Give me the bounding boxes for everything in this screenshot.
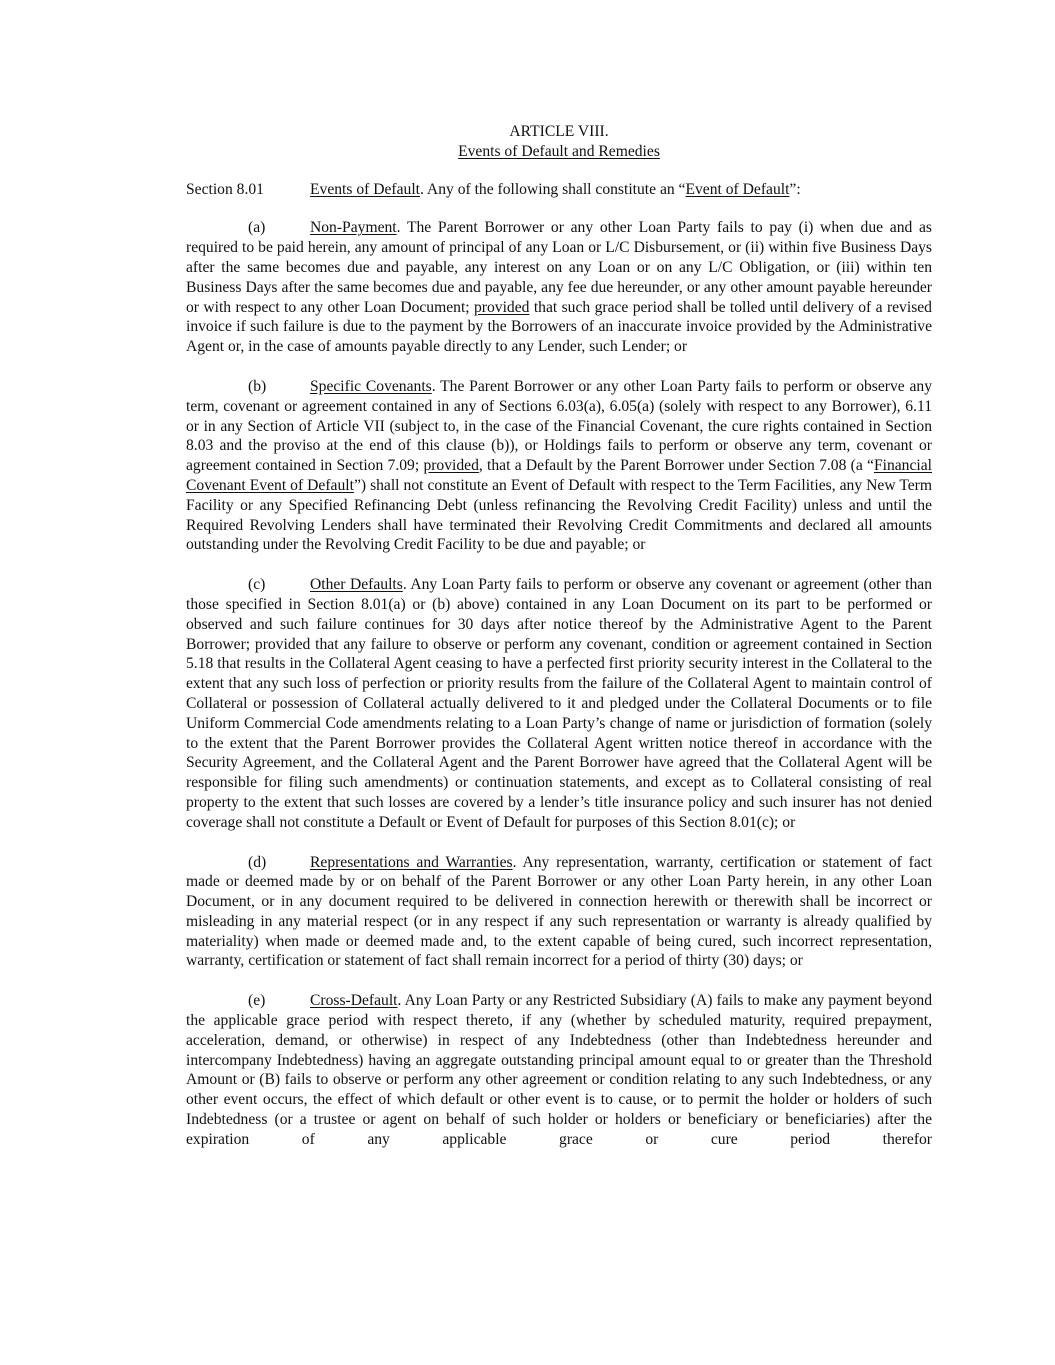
clause-label: (e) — [248, 992, 266, 1010]
document-page — [186, 122, 932, 1150]
clause-label: (a) — [248, 219, 266, 237]
clause-d — [186, 853, 932, 972]
clause-text: ”) shall not constitute an Event of Default with respect to the Term Facilities, any New Term Facility or any Specified Refinancing Debt (unless refinancing the Revolving Credit Facility) unless and until the Required Revolving Lenders shall have terminated their Revolving Credit Commitments and declared all amounts outstanding under the Revolving Credit Facility to be due and payable; or — [186, 476, 932, 554]
clause-e — [186, 991, 932, 1149]
clause-b — [186, 377, 932, 555]
clause-title: Cross-Default — [310, 992, 398, 1010]
clause-defined-term: provided — [474, 298, 530, 316]
clause-a — [186, 218, 932, 357]
article-title — [186, 142, 932, 162]
clause-title: Non-Payment — [310, 219, 397, 237]
clause-text: that such grace period shall be tolled until delivery of a revised invoice if such failure is due to the payment by the Borrowers of an inaccurate invoice provided by the Administrative Agent or, in the case of amounts payable directly to any Lender, such Lender; or — [186, 298, 932, 356]
clause-label: (d) — [248, 853, 267, 871]
section-intro: . Any of the following shall constitute an “ — [420, 180, 686, 198]
section-number: Section 8.01 — [186, 180, 264, 198]
clause-defined-term: Financial Covenant Event of Default — [186, 457, 932, 494]
section-heading — [186, 180, 932, 200]
clause-text: . Any Loan Party or any Restricted Subsidiary (A) fails to make any payment beyond the applicable grace period with respect thereto, if any (whether by scheduled maturity, required prepayment, acceleration, demand, or otherwise) in respect of any Indebtedness (other than Indebtedness hereunder and intercompany Indebtedness) having an aggregate outstanding principal amount equal to or greater than the Threshold Amount or (B) fails to observe or perform any other agreement or condition relating to any such Indebtedness, or any other event occurs, the effect of which default or other event is to cause, or to permit the holder or holders of such Indebtedness (or a trustee or agent on behalf of such holder or holders or beneficiary or beneficiaries) after the expiration of any applicable grace or cure period therefor — [186, 992, 932, 1148]
clause-text: , that a Default by the Parent Borrower under Section 7.08 (a “ — [478, 457, 874, 475]
section-intro-end: ”: — [789, 180, 801, 198]
clause-text: . The Parent Borrower or any other Loan Party fails to pay (i) when due and as required to be paid herein, any amount of principal of any Loan or L/C Disbursement, or (ii) within five Business Days after the same becomes due and payable, any interest on any Loan or on any L/C Obligation, or (iii) within ten Business Days after the same becomes due and payable, any fee due hereunder, or any other amount payable hereunder or with respect to any other Loan Document; — [186, 219, 932, 316]
defined-term: Event of Default — [685, 180, 790, 198]
clause-c — [186, 575, 932, 832]
clause-defined-term: provided — [423, 457, 479, 475]
article-number: ARTICLE VIII. — [509, 123, 609, 140]
clause-text: . The Parent Borrower or any other Loan Party fails to perform or observe any term, covenant or agreement contained in any of Sections 6.03(a), 6.05(a) (solely with respect to any Borrower), 6.11 or in any Section of Article VII (subject to, in the case of the Financial Covenant, the cure rights contained in Section 8.03 and the proviso at the end of this clause (b)), or Holdings fails to perform or observe any term, covenant or agreement contained in Section 7.09; — [186, 377, 932, 475]
clause-text: . Any representation, warranty, certification or statement of fact made or deemed made by or on behalf of the Parent Borrower or any other Loan Party herein, in any other Loan Document, or in any document required to be delivered in connection herewith or therewith shall be incorrect or misleading in any material respect (or in any respect if any such representation or warranty is already qualified by materiality) when made or deemed made and, to the extent capable of being cured, such incorrect representation, warranty, certification or statement of fact shall remain incorrect for a period of thirty (30) days; or — [186, 853, 932, 970]
clause-label: (b) — [248, 377, 267, 395]
clause-title: Other Defaults — [310, 576, 403, 594]
article-title-text: Events of Default and Remedies — [458, 142, 660, 160]
clause-title: Specific Covenants — [310, 377, 432, 395]
clause-label: (c) — [248, 576, 266, 594]
section-title: Events of Default — [310, 180, 420, 198]
clause-text: . Any Loan Party fails to perform or observe any covenant or agreement (other than those specified in Section 8.01(a) or (b) above) contained in any Loan Document on its part to be performed or observed and such failure continues for 30 days after notice thereof by the Administrative Agent to the Parent Borrower; provided that any failure to observe or perform any covenant, condition or agreement contained in Section 5.18 that results in the Collateral Agent ceasing to have a perfected first priority security interest in the Collateral to the extent that any such loss of perfection or priority results from the failure of the Collateral Agent to maintain control of Collateral or possession of Collateral actually delivered to it and pledged under the Collateral Documents or to file Uniform Commercial Code amendments relating to a Loan Party’s change of name or jurisdiction of formation (solely to the extent that the Parent Borrower provides the Collateral Agent written notice thereof in accordance with the Security Agreement, and the Collateral Agent and the Parent Borrower have agreed that the Collateral Agent will be responsible for filing such amendments) or continuation statements, and except as to Collateral consisting of real property to the extent that such losses are covered by a lender’s title insurance policy and such insurer has not denied coverage shall not constitute a Default or Event of Default for purposes of this Section 8.01(c); or — [186, 576, 932, 831]
clause-title: Representations and Warranties — [310, 853, 513, 871]
